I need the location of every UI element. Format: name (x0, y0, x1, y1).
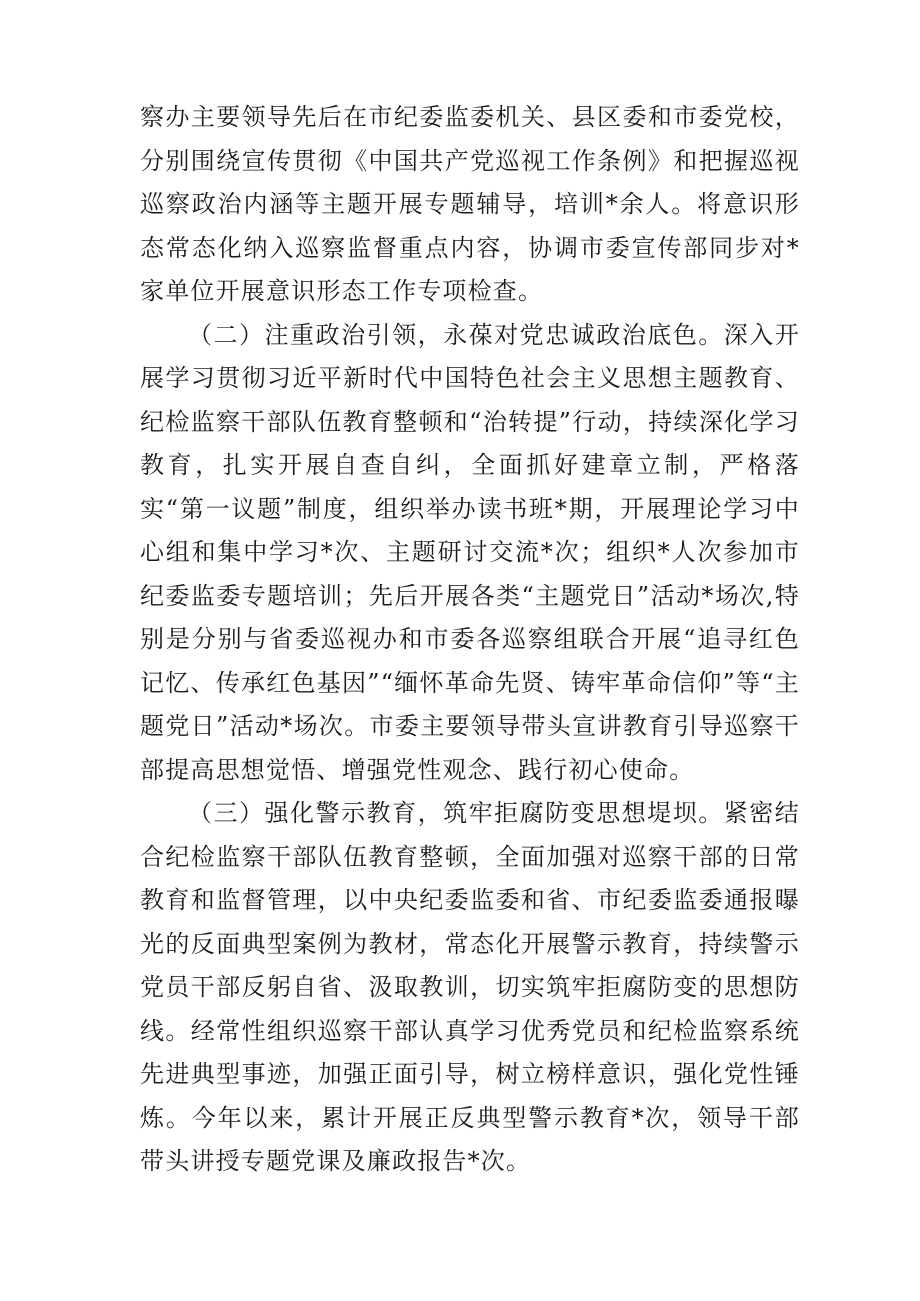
paragraph-section-three: （三）强化警示教育，筑牢拒腐防变思想堤坝。紧密结合纪检监察干部队伍教育整顿，全面加强对巡察干部的日常教育和监督管理，以中央纪委监委和省、市纪委监委通报曝光的反面典型案例为教材，常态化开展警示教育，持续警示党员干部反躬自省、汲取教训，切实筑牢拒腐防变的思想防线。经常性组织巡察干部认真学习优秀党员和纪检监察系统先进典型事迹，加强正面引导，树立榜样意识，强化党性锤炼。今年以来，累计开展正反典型警示教育*次，领导干部带头讲授专题党课及廉政报告*次。 (140, 799, 800, 1175)
document-body (140, 96, 800, 1184)
paragraph-continuation: 察办主要领导先后在市纪委监委机关、县区委和市委党校，分别围绕宣传贯彻《中国共产党巡视工作条例》和把握巡视巡察政治内涵等主题开展专题辅导，培训*余人。将意识形态常态化纳入巡察监督重点内容，协调市委宣传部同步对*家单位开展意识形态工作专项检查。 (140, 103, 800, 305)
paragraph-section-two: （二）注重政治引领，永葆对党忠诚政治底色。深入开展学习贯彻习近平新时代中国特色社会主义思想主题教育、纪检监察干部队伍教育整顿和“治转提”行动，持续深化学习教育，扎实开展自查自纠，全面抓好建章立制，严格落实“第一议题”制度，组织举办读书班*期，开展理论学习中心组和集中学习*次、主题研讨交流*次；组织*人次参加市纪委监委专题培训；先后开展各类“主题党日”活动*场次,特别是分别与省委巡视办和市委各巡察组联合开展“追寻红色记忆、传承红色基因”“缅怀革命先贤、铸牢革命信仰”等“主题党日”活动*场次。市委主要领导带头宣讲教育引导巡察干部提高思想觉悟、增强党性观念、践行初心使命。 (140, 320, 800, 784)
